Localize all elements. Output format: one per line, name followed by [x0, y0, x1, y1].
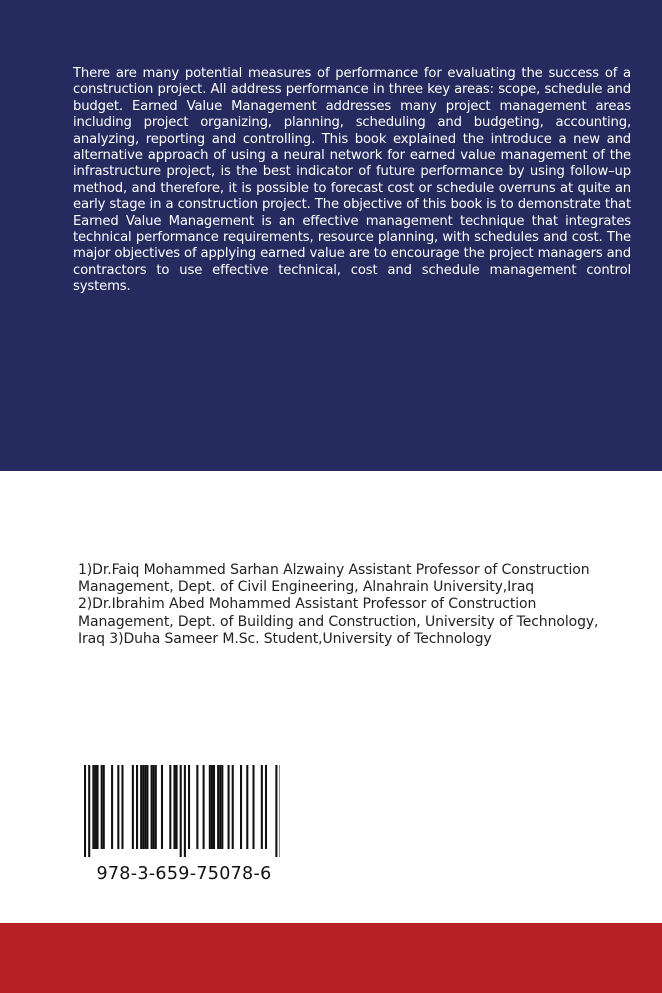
- barcode-bar: [151, 765, 153, 849]
- barcode-bar: [221, 765, 223, 849]
- barcode-bar: [169, 765, 171, 849]
- barcode-bar: [209, 765, 211, 849]
- barcode-bar: [132, 765, 134, 849]
- barcode-bar: [203, 765, 205, 849]
- barcode-bar: [219, 765, 221, 849]
- barcode-bar: [261, 765, 263, 849]
- barcode-bar: [213, 765, 215, 849]
- isbn-barcode: [80, 765, 280, 861]
- barcode-bar: [180, 765, 182, 857]
- barcode-bar: [121, 765, 123, 849]
- barcode-bar: [136, 765, 138, 849]
- barcode-bar: [184, 765, 186, 857]
- author-affiliations: 1)Dr.Faiq Mohammed Sarhan Alzwainy Assistant Professor of Construction Management, Dept. of Civil Engineering, Alnahrain University,Iraq 2)Dr.Ibrahim Abed Mohammed Assistant Professor of Construction Management, Dept. of Building and Construction, University of Technology, Iraq 3)Duha Sameer M.Sc. Student,University of Technology: [78, 562, 599, 647]
- barcode-bar: [228, 765, 230, 849]
- barcode-bar: [265, 765, 267, 849]
- barcode-bar: [196, 765, 198, 849]
- barcode-bar: [161, 765, 163, 849]
- barcode-bar: [217, 765, 219, 849]
- barcode-bar: [173, 765, 175, 849]
- barcode-bar: [140, 765, 142, 849]
- barcode-bar: [111, 765, 113, 849]
- barcode-bar: [101, 765, 103, 849]
- barcode-bar: [211, 765, 213, 849]
- barcode-bar: [153, 765, 155, 849]
- barcode-bar: [117, 765, 119, 849]
- barcode-bar: [252, 765, 254, 849]
- barcode-bar: [88, 765, 90, 857]
- barcode-bar: [275, 765, 277, 857]
- barcode-bar: [94, 765, 96, 849]
- isbn-number: 978-3-659-75078-6: [96, 864, 272, 884]
- barcode-bar: [155, 765, 157, 849]
- barcode-bar: [188, 765, 190, 849]
- barcode-bar: [240, 765, 242, 849]
- barcode-bar: [84, 765, 86, 857]
- barcode-bar: [246, 765, 248, 849]
- barcode-bar: [232, 765, 234, 849]
- barcode-bar: [92, 765, 94, 849]
- barcode-bar: [142, 765, 144, 849]
- barcode-bar: [103, 765, 105, 849]
- barcode-bar: [96, 765, 98, 849]
- book-description: There are many potential measures of performance for evaluating the success of a construction project. All address performance in three key areas: scope, schedule and budget. Earned Value Management addresses many project management areas including project organizing, planning, scheduling and budgeting, accounting, analyzing, reporting and controlling. This book explained the introduce a new and alternative approach of using a neural network for earned value management of the infrastructure project, is the best indicator of future performance by using follow–up method, and therefore, it is possible to forecast cost or schedule overruns at quite an early stage in a construction project. The objective of this book is to demonstrate that Earned Value Management is an effective management technique that integrates technical performance requirements, resource planning, with schedules and cost. The major objectives of applying earned value are to encourage the project managers and contractors to use effective technical, cost and schedule management control systems.: [73, 66, 631, 295]
- barcode-bar: [176, 765, 178, 849]
- barcode-bar: [144, 765, 146, 849]
- barcode-bar: [146, 765, 148, 849]
- bottom-red-band: [0, 923, 662, 993]
